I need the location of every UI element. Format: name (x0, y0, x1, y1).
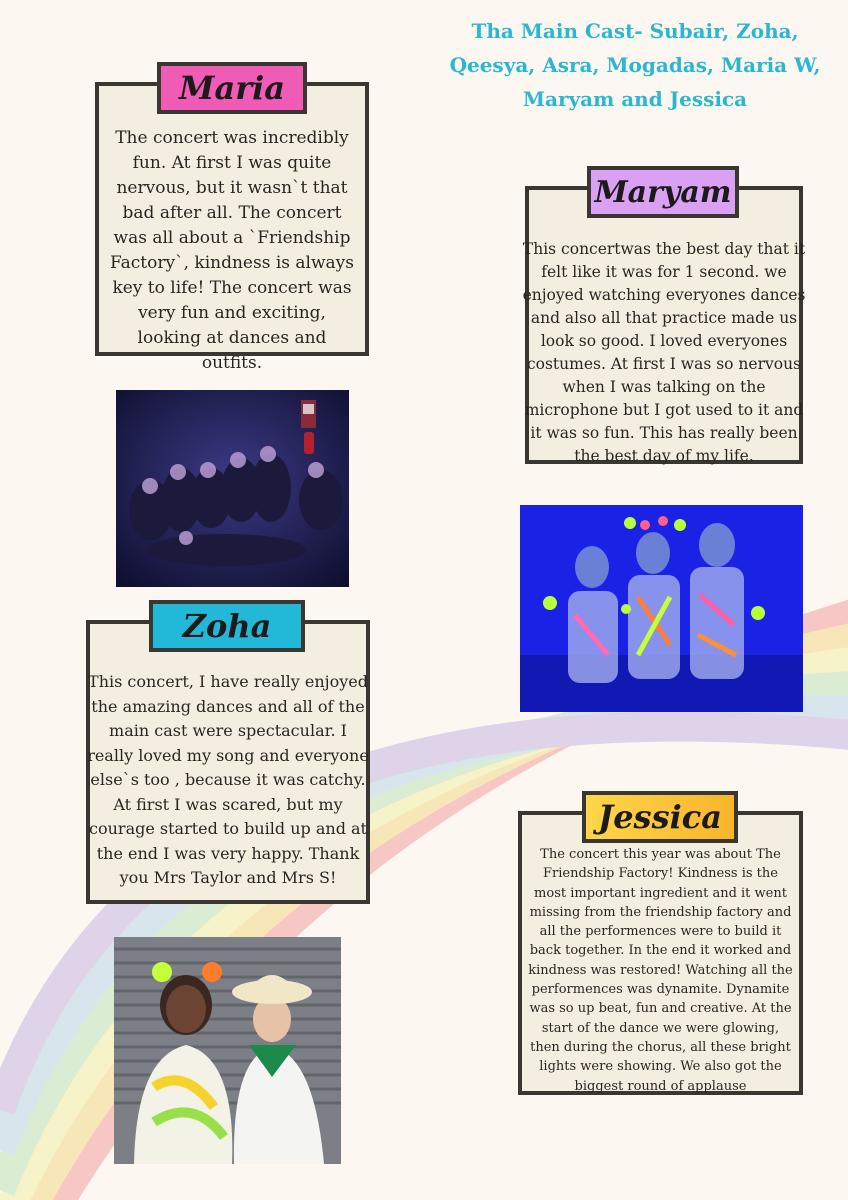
maryam-text: This concertwas the best day that it felt like it was for 1 second. we enjoyed watching everyones dances and also all that practice made us look so good. I loved everyones costumes. At first I was so nervous when I was talking on the microphone but I got used to it and it was so fun. This has really been the best day of my life. (522, 240, 806, 465)
maria-name-label: Maria (157, 62, 307, 114)
zoha-name-label: Zoha (149, 600, 305, 652)
maria-card (95, 82, 369, 373)
jessica-text: The concert this year was about The Friendship Factory! Kindness is the most important ingredient and it went missing from the friendship factory and all the performences were to build it back together. In the end it worked and kindness was restored! Watching all the performences was dynamite. Dynamite was so up beat, fun and creative. At the start of the dance we were glowing, then during the chorus, all these bright lights were showing. We also got the biggest round of applause (528, 847, 793, 1094)
two-girls-photo (114, 937, 341, 1164)
neon-dancers-photo (520, 505, 803, 712)
page-heading: Tha Main Cast- Subair, Zoha, Qeesya, Asra, Mogadas, Maria W, Maryam and Jessica (449, 19, 821, 111)
maryam-card (522, 186, 806, 465)
maryam-name-label: Maryam (587, 166, 739, 218)
zoha-card (86, 620, 370, 904)
maria-text: The concert was incredibly fun. At first I was quite nervous, but it wasn`t that bad after all. The concert was all about a `Friendship Factory`, kindness is always key to life! The concert was very fun and exciting, looking at dances and outfits. (110, 128, 354, 373)
jessica-name-label: Jessica (582, 791, 738, 843)
cast-group-photo (116, 390, 349, 587)
jessica-card (518, 811, 803, 1095)
zoha-text: This concert, I have really enjoyed the amazing dances and all of the main cast were spectacular. I really loved my song and everyone else`s too , because it was catchy. At first I was scared, but my courage started to build up and at the end I was very happy. Thank you Mrs Taylor and Mrs S! (87, 672, 369, 887)
